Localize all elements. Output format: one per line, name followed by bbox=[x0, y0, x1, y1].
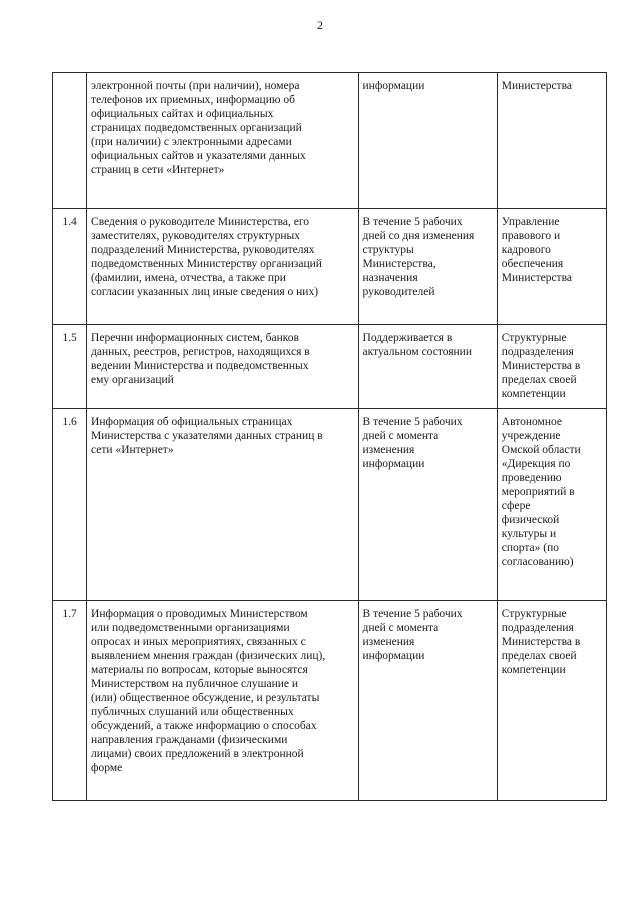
term-cell bbox=[358, 209, 497, 325]
term-text: В течение 5 рабочих дней с момента изменения информации bbox=[362, 416, 463, 470]
info-cell bbox=[87, 209, 358, 325]
row-number-cell bbox=[53, 209, 87, 325]
row-number: 1.4 bbox=[62, 216, 77, 228]
term-cell bbox=[358, 73, 497, 209]
responsible-cell bbox=[497, 73, 606, 209]
info-text: Сведения о руководителе Министерства, его заместителях, руководителях структурных подразделений Министерства, руководителях подведомственных Министерству организаций (фамилии, имена, отчества, а также при согласии указанных лиц иные сведения о них) bbox=[91, 216, 322, 298]
table-row bbox=[53, 409, 607, 601]
row-number: 1.7 bbox=[62, 608, 77, 620]
information-table bbox=[52, 72, 607, 801]
row-number-cell bbox=[53, 325, 87, 409]
term-text: В течение 5 рабочих дней с момента изменения информации bbox=[362, 608, 463, 662]
table-row bbox=[53, 209, 607, 325]
responsible-text: Автономное учреждение Омской области «Дирекция по проведению мероприятий в сфере физической культуры и спорта» (по согласованию) bbox=[501, 416, 581, 568]
responsible-cell bbox=[497, 209, 606, 325]
responsible-cell bbox=[497, 409, 606, 601]
term-text: информации bbox=[362, 80, 425, 92]
info-text: Информация о проводимых Министерством или подведомственными организациями опросах и иных мероприятиях, связанных с выявлением мнения граждан (физических лиц), материалы по вопросам, которые выносятся Министерством на публичное слушание и (или) общественное обсуждение, и результаты публичных слушаний или общественных обсуждений, а также информацию о способах направления гражданами (физическими лицами) своих предложений в электронной форме bbox=[91, 608, 326, 774]
row-number: 1.5 bbox=[62, 332, 77, 344]
responsible-text: Министерства bbox=[501, 80, 572, 92]
info-cell bbox=[87, 73, 358, 209]
responsible-text: Структурные подразделения Министерства в пределах своей компетенции bbox=[501, 608, 581, 676]
info-text: электронной почты (при наличии), номера телефонов их приемных, информацию об официальных сайтах и официальных страницах подведомственных организаций (при наличии) с электронными адресами официальных сайтов и указателями данных страниц в сети «Интернет» bbox=[91, 80, 306, 176]
responsible-text: Структурные подразделения Министерства в пределах своей компетенции bbox=[501, 332, 581, 400]
info-text: Перечни информационных систем, банков данных, реестров, регистров, находящихся в ведении Министерства и подведомственных ему организаций bbox=[91, 332, 310, 386]
row-number-cell bbox=[53, 601, 87, 801]
responsible-cell bbox=[497, 325, 606, 409]
term-cell bbox=[358, 325, 497, 409]
info-text: Информация об официальных страницах Министерства с указателями данных страниц в сети «Интернет» bbox=[91, 416, 323, 456]
info-cell bbox=[87, 409, 358, 601]
table-row bbox=[53, 325, 607, 409]
page-number: 2 bbox=[317, 18, 323, 32]
term-text: В течение 5 рабочих дней со дня изменения структуры Министерства, назначения руководителей bbox=[362, 216, 475, 298]
term-cell bbox=[358, 409, 497, 601]
table-row bbox=[53, 601, 607, 801]
table-row bbox=[53, 73, 607, 209]
responsible-cell bbox=[497, 601, 606, 801]
term-text: Поддерживается в актуальном состоянии bbox=[362, 332, 472, 358]
responsible-text: Управление правового и кадрового обеспечения Министерства bbox=[501, 216, 572, 284]
info-cell bbox=[87, 325, 358, 409]
info-cell bbox=[87, 601, 358, 801]
row-number: 1.6 bbox=[62, 416, 77, 428]
row-number-cell bbox=[53, 73, 87, 209]
term-cell bbox=[358, 601, 497, 801]
row-number-cell bbox=[53, 409, 87, 601]
